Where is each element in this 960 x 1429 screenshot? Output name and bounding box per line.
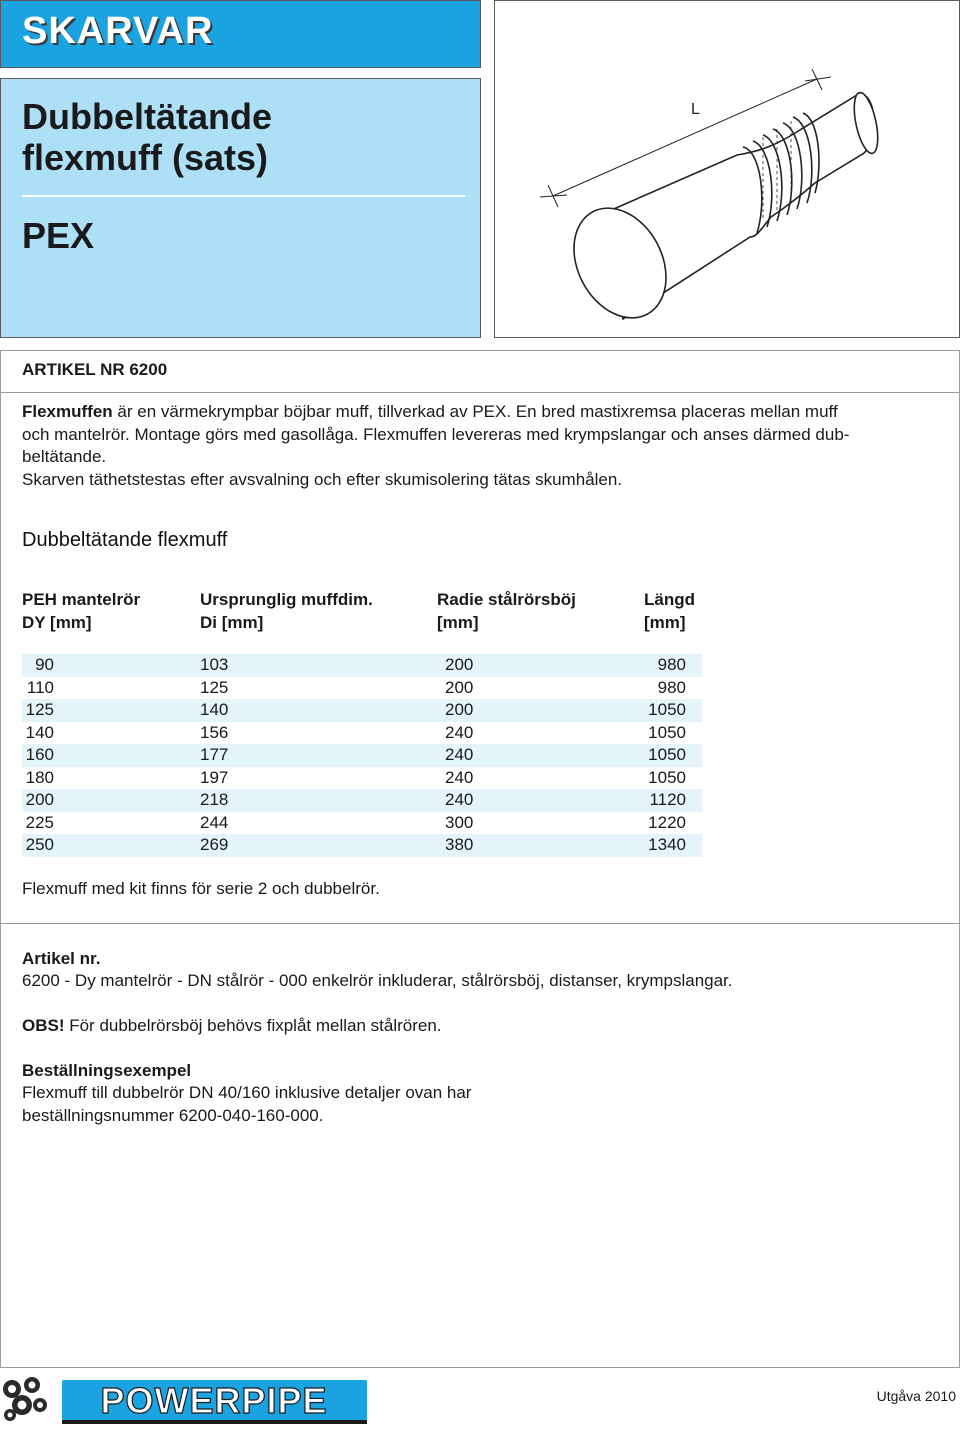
- cell-length: 980: [657, 655, 686, 674]
- column-header-dy: [22, 589, 140, 634]
- cell-length: 1340: [648, 835, 686, 854]
- artikel-text: 6200 - Dy mantelrör - DN stålrör - 000 enkelrör inkluderar, stålrörsböj, distanser, krympslangar.: [22, 971, 733, 990]
- cell-dy: 90: [35, 655, 54, 674]
- table-row: [22, 677, 702, 700]
- table-row: [22, 654, 702, 677]
- obs-text: För dubbelrörsböj behövs fixplåt mellan stålrören.: [64, 1016, 442, 1035]
- cell-length: 1050: [648, 722, 686, 742]
- table-row: [22, 699, 702, 722]
- cell-di: 103: [200, 655, 229, 674]
- description: [22, 401, 937, 491]
- column-header-dy-line1: PEH mantelrör: [22, 590, 141, 609]
- description-line-1: är en värmekrympbar böjbar muff, tillverkad av PEX. En bred mastixremsa placeras mellan muff: [112, 402, 838, 421]
- column-header-length-line1: Längd: [644, 590, 695, 609]
- column-header-radius-line2: [mm]: [437, 612, 479, 632]
- dimension-tick-right: [805, 77, 831, 81]
- description-line-4: Skarven täthetstestas efter avsvalning och efter skumisolering tätas skumhålen.: [22, 469, 623, 489]
- cell-dy: 225: [25, 812, 54, 832]
- table-row: [22, 767, 702, 790]
- flexmuff-drawing: [495, 1, 960, 339]
- dimension-label: L: [691, 101, 700, 118]
- cell-radius: 240: [445, 767, 474, 787]
- column-header-di: [200, 589, 373, 634]
- pipes-logo-icon: [0, 1375, 48, 1423]
- title-line-2: flexmuff (sats): [22, 137, 269, 178]
- ordering-divider: [0, 923, 960, 924]
- cell-dy: 140: [25, 722, 54, 742]
- cell-radius: 200: [445, 677, 474, 697]
- material-title: PEX: [22, 215, 95, 256]
- page-title: [22, 96, 272, 178]
- cell-length: 1220: [648, 812, 686, 832]
- cell-radius: 200: [445, 655, 474, 674]
- cell-radius: 200: [445, 700, 474, 719]
- example-heading: Beställningsexempel: [22, 1061, 192, 1080]
- cell-radius: 300: [445, 812, 474, 832]
- cell-di: 269: [200, 835, 229, 854]
- table-row: [22, 812, 702, 835]
- example-line-1: Flexmuff till dubbelrör DN 40/160 inklusive detaljer ovan har: [22, 1083, 472, 1102]
- cell-length: 1050: [648, 700, 686, 719]
- obs-label: OBS!: [22, 1016, 65, 1035]
- example-line-2: beställningsnummer 6200-040-160-000.: [22, 1106, 324, 1125]
- column-header-radius: [437, 589, 576, 634]
- cell-dy: 125: [25, 700, 54, 719]
- cell-dy: 250: [25, 835, 54, 854]
- cell-di: 244: [200, 812, 229, 832]
- table-row: [22, 722, 702, 745]
- cell-radius: 240: [445, 745, 474, 764]
- title-line-1: Dubbeltätande: [22, 96, 273, 137]
- cell-di: 177: [200, 745, 229, 764]
- column-header-di-line1: Ursprunglig muffdim.: [200, 590, 373, 609]
- column-header-di-line2: Di [mm]: [200, 612, 264, 632]
- cell-di: 218: [200, 790, 229, 809]
- description-line-3: beltätande.: [22, 447, 107, 466]
- header-category: SKARVAR: [22, 10, 214, 52]
- table-note: Flexmuff med kit finns för serie 2 och dubbelrör.: [22, 879, 380, 898]
- column-header-length: [644, 589, 695, 634]
- cell-radius: 240: [445, 722, 474, 742]
- artikel-heading: Artikel nr.: [22, 949, 101, 968]
- table-row: [22, 744, 702, 767]
- cell-di: 125: [200, 677, 229, 697]
- description-lead: Flexmuffen: [22, 402, 113, 421]
- brand-name: POWERPIPE: [100, 1380, 328, 1421]
- cell-radius: 380: [445, 835, 474, 854]
- cell-dy: 160: [25, 745, 54, 764]
- content-frame: [0, 350, 960, 1368]
- cell-radius: 240: [445, 790, 474, 809]
- column-header-length-line2: [mm]: [644, 612, 686, 632]
- cell-dy: 200: [25, 790, 54, 809]
- cell-dy: 180: [25, 767, 54, 787]
- article-number: ARTIKEL NR 6200: [22, 360, 168, 379]
- description-line-2: och mantelrör. Montage görs med gasollåga. Flexmuffen levereras med krympslangar och anses därmed dub-: [22, 424, 850, 444]
- column-header-dy-line2: DY [mm]: [22, 612, 92, 632]
- cell-dy: 110: [26, 677, 54, 697]
- table-row: [22, 834, 702, 857]
- cell-length: 1120: [649, 790, 686, 809]
- article-divider: [0, 392, 960, 393]
- column-header-radius-line1: Radie stålrörsböj: [437, 590, 576, 609]
- product-drawing: [494, 0, 960, 338]
- cell-di: 197: [200, 767, 229, 787]
- cell-length: 1050: [648, 767, 686, 787]
- title-divider: [22, 195, 465, 197]
- cell-length: 1050: [648, 745, 686, 764]
- cell-di: 140: [200, 700, 229, 719]
- cell-length: 980: [657, 677, 686, 697]
- obs-note: [22, 1015, 442, 1038]
- edition-label: Utgåva 2010: [876, 1388, 956, 1404]
- table-row: [22, 789, 702, 812]
- powerpipe-logo: [62, 1380, 367, 1424]
- table-section-title: Dubbeltätande flexmuff: [22, 529, 228, 551]
- cell-di: 156: [200, 722, 229, 742]
